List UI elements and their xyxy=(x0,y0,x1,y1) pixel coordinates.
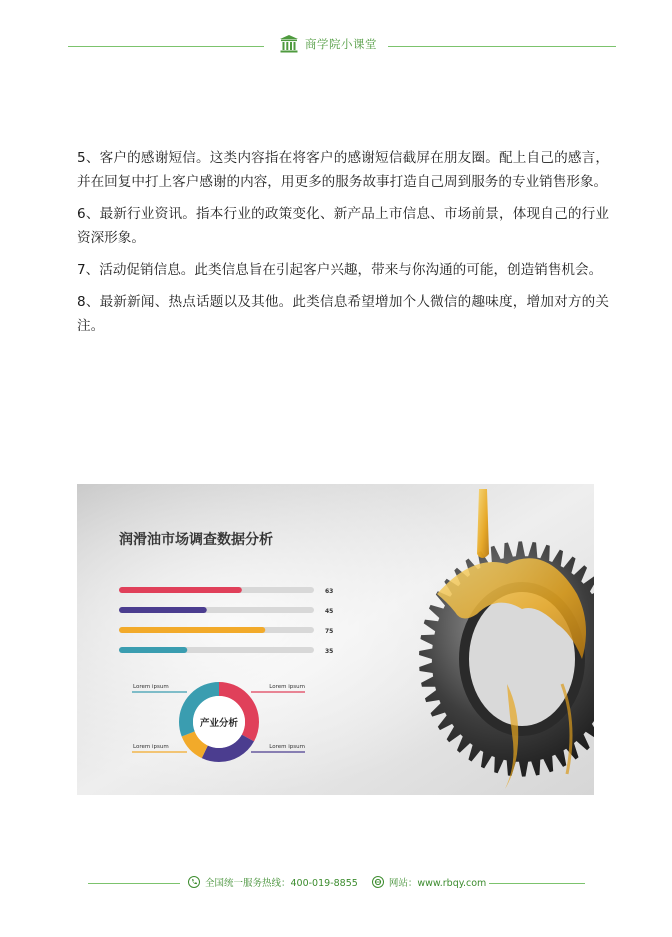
article-body xyxy=(77,146,609,346)
bar-value-label-4: 35 xyxy=(325,648,334,655)
paragraph-5: 5、客户的感谢短信。这类内容指在将客户的感谢短信截屏在朋友圈。配上自己的感言，并在回复中打上客户感谢的内容，用更多的服务故事打造自己周到服务的专业销售形象。 xyxy=(77,150,609,190)
paragraph-6: 6、最新行业资讯。指本行业的政策变化、新产品上市信息、市场前景，体现自己的行业资深形象。 xyxy=(77,206,609,246)
footer-rule-right xyxy=(489,883,585,884)
globe-icon xyxy=(372,876,384,888)
bar-3 xyxy=(119,627,265,633)
bar-2 xyxy=(119,607,207,613)
footer-website: 网站：www.rbqy.com xyxy=(388,878,487,889)
bar-value-label-2: 45 xyxy=(325,608,334,615)
building-logo-icon xyxy=(279,34,299,54)
header-rule-right xyxy=(388,46,616,47)
header-brand xyxy=(279,34,377,54)
bar-1 xyxy=(119,587,242,593)
footer-hotline: 全国统一服务热线：400-019-8855 xyxy=(205,878,358,889)
footer-contact xyxy=(188,875,486,889)
donut-callout-label-2: Lorem ipsum xyxy=(269,684,305,690)
lubricant-infographic xyxy=(77,484,594,795)
donut-callout-label-3: Lorem ipsum xyxy=(133,744,169,750)
figure-title: 润滑油市场调查数据分析 xyxy=(119,532,273,548)
footer-rule-left xyxy=(88,883,180,884)
header-rule-left xyxy=(68,46,264,47)
phone-icon xyxy=(188,876,200,888)
paragraph-7: 7、活动促销信息。此类信息旨在引起客户兴趣，带来与你沟通的可能，创造销售机会。 xyxy=(77,262,603,278)
header-brand-title: 商学院小课堂 xyxy=(305,37,377,51)
donut-callout-label-1: Lorem ipsum xyxy=(133,684,169,690)
donut-center-label: 产业分析 xyxy=(199,718,239,729)
bar-value-label-1: 63 xyxy=(325,588,334,595)
donut-callout-label-4: Lorem ipsum xyxy=(269,744,305,750)
bar-4 xyxy=(119,647,187,653)
paragraph-8: 8、最新新闻、热点话题以及其他。此类信息希望增加个人微信的趣味度，增加对方的关注。 xyxy=(77,294,609,334)
bar-value-label-3: 75 xyxy=(325,628,334,635)
